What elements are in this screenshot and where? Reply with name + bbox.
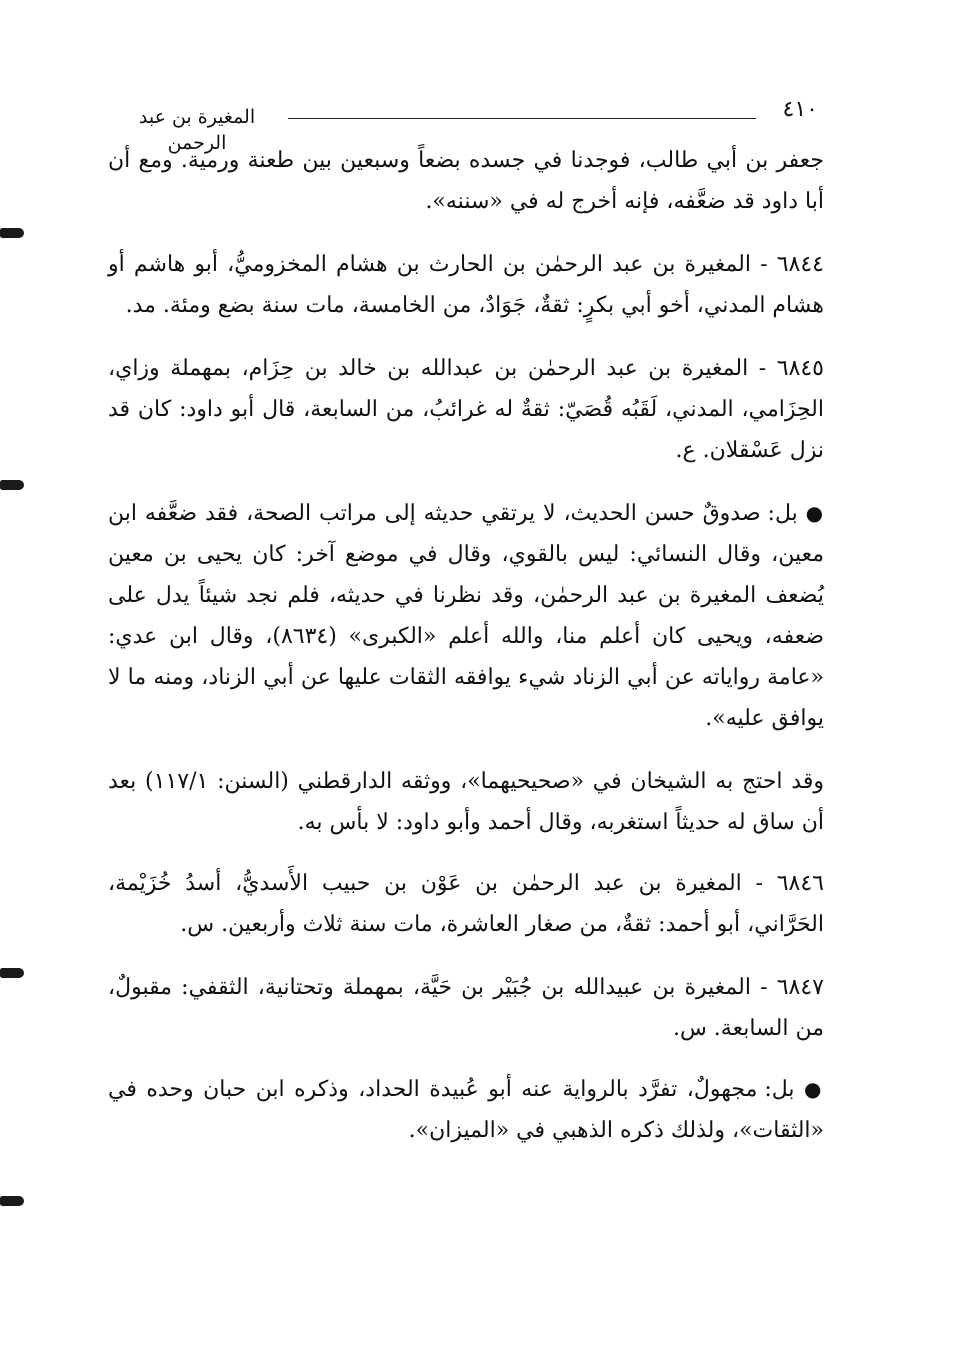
- page-body: [108, 140, 824, 1151]
- paragraph-text: بل: مجهولٌ، تفرَّد بالرواية عنه أبو عُبيدة الحداد، وذكره ابن حبان وحده في «الثقات»، ولذلك ذكره الذهبي في «الميزان».: [108, 1077, 824, 1143]
- paragraph-continuation: [108, 140, 824, 222]
- paragraph-text: وقد احتج به الشيخان في «صحيحيهما»، ووثقه الدارقطني (السنن: ١١٧/١) بعد أن ساق له حديثاً استغربه، وقال أحمد وأبو داود: لا بأس به.: [108, 769, 824, 835]
- commentary-6845: [108, 493, 824, 739]
- commentary-6847: [108, 1069, 824, 1151]
- commentary-6845-continued: [108, 761, 824, 843]
- page-number: ٤١٠: [782, 97, 818, 122]
- paragraph-text: ٦٨٤٥ - المغيرة بن عبد الرحمٰن بن عبدالله بن خالد بن حِزَام، بمهملة وزاي، الحِزَامي، المدني، لَقَبُه قُصَيّ: ثقةٌ له غرائبُ، من السابعة، قال أبو داود: كان قد نزل عَسْقلان. ع.: [108, 356, 824, 463]
- margin-ink-mark: [0, 228, 24, 238]
- paragraph-text: ٦٨٤٦ - المغيرة بن عبد الرحمٰن بن عَوْن بن حبيب الأَسديُّ، أسدُ خُزَيْمة، الحَرَّاني، أبو أحمد: ثقةٌ، من صغار العاشرة، مات سنة ثلاث وأربعين. س.: [108, 871, 824, 937]
- bullet-icon: ●: [804, 1077, 824, 1101]
- margin-ink-mark: [0, 480, 24, 490]
- paragraph-text: ٦٨٤٤ - المغيرة بن عبد الرحمٰن بن الحارث بن هشام المخزوميُّ، أبو هاشم أو هشام المدني، أخو أبي بكرٍ: ثقةٌ، جَوَادٌ، من الخامسة، مات سنة بضع ومئة. مد.: [108, 252, 824, 318]
- page-header: [108, 96, 824, 154]
- entry-6845: [108, 348, 824, 471]
- entry-6844: [108, 244, 824, 326]
- margin-ink-mark: [0, 1196, 24, 1206]
- running-title: المغيرة بن عبد الرحمن: [138, 106, 256, 154]
- paragraph-text: بل: صدوقٌ حسن الحديث، لا يرتقي حديثه إلى مراتب الصحة، فقد ضعَّفه ابن معين، وقال النسائي: ليس بالقوي، وقال في موضع آخر: كان يحيى بن معين يُضعف المغيرة بن عبد الرحمٰن، وقد نظرنا في حديثه، فلم نجد شيئاً يدل على ضعفه، ويحيى كان أعلم منا، والله أعلم «الكبرى» (٨٦٣٤)، وقال ابن عدي: «عامة رواياته عن أبي الزناد شيء يوافقه الثقات عليها عن أبي الزناد، ومنه ما لا يوافق عليه».: [108, 501, 824, 731]
- paragraph-text: جعفر بن أبي طالب، فوجدنا في جسده بضعاً وسبعين بين طعنة ورمية. ومع أن أبا داود قد ضعَّفه، فإنه أخرج له في «سننه».: [108, 148, 824, 214]
- margin-ink-mark: [0, 968, 24, 978]
- header-rule: [288, 118, 756, 119]
- entry-6847: [108, 967, 824, 1049]
- entry-6846: [108, 863, 824, 945]
- bullet-icon: ●: [805, 501, 824, 525]
- paragraph-text: ٦٨٤٧ - المغيرة بن عبيدالله بن جُبَيْر بن حَيَّة، بمهملة وتحتانية، الثقفي: مقبولٌ، من السابعة. س.: [108, 975, 824, 1041]
